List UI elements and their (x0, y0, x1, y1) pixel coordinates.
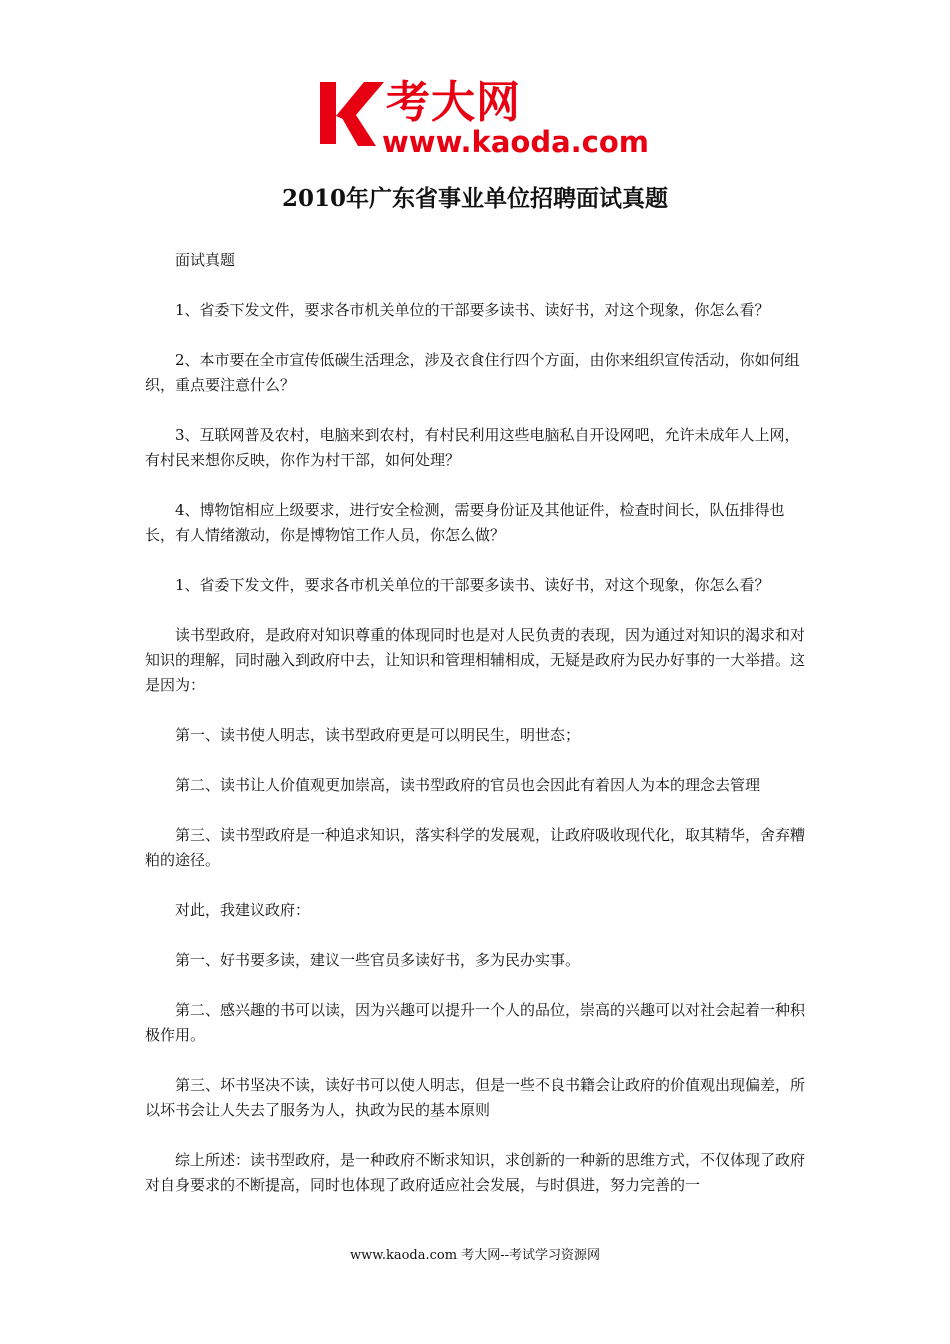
paragraph: 1、省委下发文件，要求各市机关单位的干部要多读书、读好书，对这个现象，你怎么看？ (175, 301, 770, 319)
paragraph: 1、省委下发文件，要求各市机关单位的干部要多读书、读好书，对这个现象，你怎么看？ (175, 576, 770, 594)
paragraph: 3、互联网普及农村，电脑来到农村，有村民利用这些电脑私自开设网吧，允许未成年人上网，有村民来想你反映，你作为村干部，如何处理？ (145, 426, 800, 469)
paragraph: 2、本市要在全市宣传低碳生活理念，涉及衣食住行四个方面，由你来组织宣传活动，你如何组织，重点要注意什么？ (145, 351, 800, 394)
paragraph: 综上所述：读书型政府，是一种政府不断求知识，求创新的一种新的思维方式，不仅体现了政府对自身要求的不断提高，同时也体现了政府适应社会发展，与时俱进，努力完善的一 (145, 1151, 806, 1194)
paragraph: 第二、读书让人价值观更加崇高，读书型政府的官员也会因此有着因人为本的理念去管理 (175, 776, 761, 794)
page-footer: www.kaoda.com 考大网--考试学习资源网 (350, 1248, 600, 1263)
page-title: 2010年广东省事业单位招聘面试真题 (281, 185, 668, 212)
paragraph: 对此，我建议政府： (175, 901, 311, 919)
paragraph: 第二、感兴趣的书可以读，因为兴趣可以提升一个人的品位，崇高的兴趣可以对社会起着一种积极作用。 (145, 1001, 806, 1044)
paragraph: 第三、坏书坚决不读，读好书可以使人明志，但是一些不良书籍会让政府的价值观出现偏差，所以坏书会让人失去了服务为人，执政为民的基本原则 (145, 1076, 806, 1119)
paragraph: 第一、读书使人明志，读书型政府更是可以明民生，明世态； (175, 726, 581, 744)
paragraph: 第一、好书要多读，建议一些官员多读好书，多为民办实事。 (175, 951, 581, 969)
kaoda-logo (318, 77, 649, 159)
document-body (145, 248, 810, 1223)
paragraph: 面试真题 (175, 251, 236, 269)
paragraph: 第三、读书型政府是一种追求知识，落实科学的发展观，让政府吸收现代化，取其精华，舍弃糟粕的途径。 (145, 826, 806, 869)
logo-brand-cn: 考大网 (386, 77, 521, 128)
logo-k-icon (318, 78, 388, 150)
paragraph: 4、博物馆相应上级要求，进行安全检测，需要身份证及其他证件，检查时间长，队伍排得也长，有人情绪激动，你是博物馆工作人员，你怎么做？ (145, 501, 785, 544)
paragraph: 读书型政府，是政府对知识尊重的体现同时也是对人民负责的表现，因为通过对知识的渴求和对知识的理解，同时融入到政府中去，让知识和管理相辅相成，无疑是政府为民办好事的一大举措。这是因为： (145, 626, 806, 694)
logo-brand-url: www.kaoda.com (382, 125, 649, 159)
